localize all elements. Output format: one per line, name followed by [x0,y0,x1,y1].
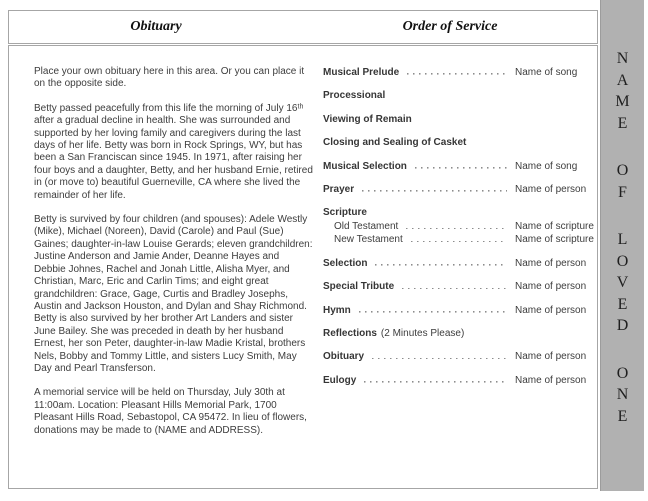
obituary-title: Obituary [130,19,182,34]
order-of-service-row [323,258,595,270]
service-item-placeholder-value: Name of song [515,67,578,78]
service-item-label: Hymn [323,304,351,316]
order-of-service-row [323,137,595,149]
order-of-service-row [323,161,595,173]
service-item-label: Obituary [323,351,365,363]
order-of-service-row [323,305,595,317]
banner-letter: O [616,364,629,382]
banner-word [615,48,629,134]
obituary-paragraph: Place your own obituary here in this area. Or you can place it on the opposite side. [34,66,305,90]
service-item-placeholder-value: Name of scripture [515,221,594,233]
service-item-label: Processional [323,90,386,102]
dotted-leader [402,281,507,289]
order-of-service-title: Order of Service [402,19,498,34]
banner-letter: E [617,407,628,425]
banner-letter: F [618,183,627,201]
obituary-paragraph: Betty passed peacefully from this life the morning of July 16ᵗʰ after a gradual decline in health. She was surrounded and supported by her loving family and caregivers during the last days of her life. Betty was born in Rock Springs, WY, but has been a San Franciscan since 1945. In 1971, after raising her four boys and a daughter, Betty, and her husband Ernie, retired in (or move to) beautiful Guerneville, CA where she lived the remainder of her life. [34,102,313,201]
order-of-service-row [323,221,595,233]
obituary-column [34,66,313,449]
service-item-placeholder-value: Name of person [515,304,587,316]
service-item-note: (2 Minutes Please) [380,327,465,339]
banner-letter: V [616,274,629,291]
header-right-cell [303,11,597,43]
content-box [8,45,598,489]
service-item-label: Eulogy [323,374,357,386]
banner-word [617,363,629,428]
dotted-leader [375,258,507,266]
order-of-service-column [323,67,595,398]
order-of-service-row [323,351,595,363]
banner-letter: N [616,386,629,403]
service-item-label: Musical Prelude [323,67,400,78]
service-item-label: Special Tribute [323,281,395,293]
header-left-cell [9,11,303,43]
service-item-label: Musical Selection [323,160,407,172]
dotted-leader [372,351,507,359]
banner-letter: D [616,317,629,334]
banner-word [617,229,629,337]
order-of-service-row [323,207,595,219]
order-of-service-row [323,90,595,102]
banner-letter: O [616,252,629,270]
dotted-leader [411,234,507,242]
service-item-label: Closing and Sealing of Casket [323,137,467,149]
banner-letter: L [617,231,628,248]
dotted-leader [364,375,507,383]
dotted-leader [415,161,507,169]
banner-letter: E [617,114,628,132]
order-of-service-row [323,328,595,340]
banner-letter: M [615,93,630,110]
banner-letter: A [616,71,629,89]
service-item-label: Viewing of Remain [323,113,412,125]
service-item-label: Reflections [323,327,377,339]
order-of-service-row [323,234,595,246]
service-item-label: Prayer [323,183,355,195]
header [8,10,598,44]
service-item-placeholder-value: Name of person [515,281,587,293]
service-item-label: Scripture [323,207,367,219]
vertical-name-banner [600,0,644,491]
order-of-service-row [323,67,595,79]
service-item-placeholder-value: Name of person [515,351,587,363]
service-item-label: New Testament [334,234,403,246]
dotted-leader [362,184,507,192]
banner-letter: O [616,162,629,179]
service-item-placeholder-value: Name of person [515,374,587,386]
service-item-placeholder-value: Name of person [515,183,587,195]
service-item-placeholder-value: Name of scripture [515,234,594,246]
order-of-service-row [323,184,595,196]
service-item-label: Old Testament [334,221,399,233]
obituary-paragraph: A memorial service will be held on Thursday, July 30th at 11:00am. Location: Pleasant Hills Memorial Park, 1700 Pleasant Hills Road, Sebastopol, CA 95472. In lieu of flowers, donations may be made to (NAME and ADDRESS). [34,387,307,436]
obituary-paragraph: Betty is survived by four children (and spouses): Adele Westly (Mike), Michael (Noreen), David (Carole) and Paul (Sue) Gaines; daughter-in-law Louise Gerards; eleven grandchildren: Justine Anderson and Jamie Ander, Deanne Hayes and Debbie Johnes, Rachel and Jonah Little, Alisha Myer, and Christian, Marc, Eric and Carlin Tims; and eight great grandchildren: Grace, Gage, Curtis and Bradley Josephs, Austin and Jackson Houston, and Dylan and Shay Richmond. Betty is also survived by her brother Art Landers and sister June Bailey. She was preceded in death by her husband Ernest, her son Peter, daughter-in-law Madie Kristal, brothers Nels, Bobby and Tommy Little, and sisters Lucy Smith, May Day and Pearl Transferson. [34,214,313,374]
dotted-leader [407,67,507,75]
banner-letter: N [616,50,629,67]
banner-letter: E [617,295,628,313]
service-item-placeholder-value: Name of person [515,257,587,269]
dotted-leader [406,221,507,229]
service-item-placeholder-value: Name of song [515,160,578,172]
order-of-service-row [323,375,595,387]
order-of-service-row [323,281,595,293]
service-item-label: Selection [323,257,368,269]
banner-word [617,160,629,203]
order-of-service-row [323,114,595,126]
dotted-leader [359,305,507,313]
